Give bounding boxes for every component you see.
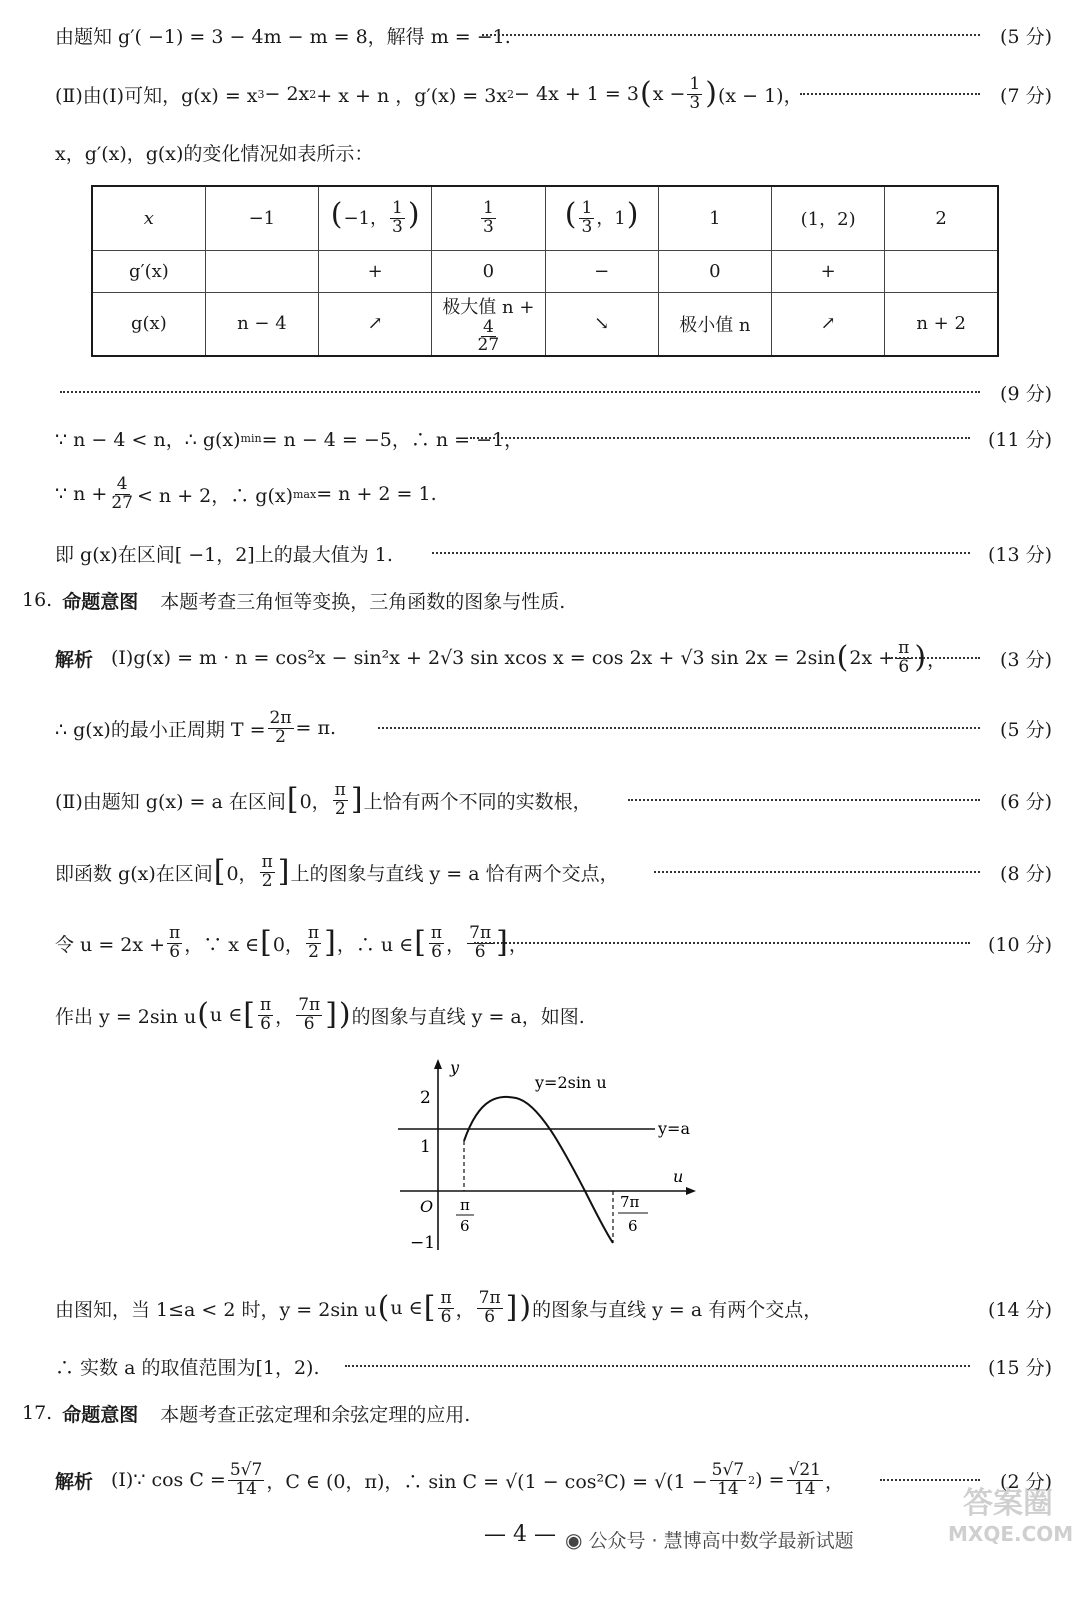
line-2 [0,74,1080,114]
line-7-text: 即 g(x)在区间[ −1，2]上的最大值为 1. [55,543,393,566]
dot-leader [470,437,970,439]
line-10-text: ∴ g(x)的最小正周期 T = $\frac{2\pi}{2}$ = π. [55,707,337,747]
line-11-text: (Ⅱ)由题知 g(x) = a 在区间 [ 0， $\frac{\pi}{2}$ ] 上恰有两个不同的实数根， [55,779,592,819]
variation-table [91,185,999,357]
origin-label: O [420,1197,434,1216]
page-number: — 4 — [484,1522,556,1547]
dot-leader [628,799,980,801]
line-5-text: ∵ n − 4 < n，∴ g(x) min = n − 4 = −5，∴ n = −1， [55,428,524,451]
section-text: 本题考查三角恒等变换，三角函数的图象与性质. [160,590,566,613]
line-18 [0,1460,1080,1500]
score: (5 分) [1000,25,1052,48]
score: (11 分) [987,428,1052,451]
line-6 [0,474,1080,514]
dot-leader [654,871,980,873]
table-cell: x [92,186,205,250]
section-label: 命题意图 [62,1403,139,1426]
dot-leader [345,1365,970,1367]
section-number: 17. [22,1402,53,1424]
line-13 [0,923,1080,963]
line-12 [0,852,1080,892]
section-16-heading [0,580,1080,620]
table-cell: + [772,250,885,292]
fraction: $\frac{1}{3}$ [689,73,701,113]
table-cell: 2 [885,186,998,250]
line-7 [0,533,1080,573]
tick-u-pi6-num: π [460,1196,470,1214]
dot-leader [888,657,980,659]
line-15-text: 由图知，当 1≤a < 2 时，y = 2sin u ( u ∈ [ $\frac{\pi}{6}$ ， $\frac{7\pi}{6}$ ] ) 的图象与直线 y = a 有两个交点， [55,1287,823,1327]
table-cell: − [545,250,658,292]
table-cell: (1，2) [772,186,885,250]
table-cell: 0 [432,250,545,292]
line-15 [0,1288,1080,1328]
table-cell [205,250,318,292]
tick-y-1: 1 [420,1137,431,1157]
line-12-text: 即函数 g(x)在区间 [ 0， $\frac{\pi}{2}$ ] 上的图象与直线 y = a 恰有两个交点， [55,851,619,891]
u-axis-arrow-icon [686,1187,696,1195]
table-cell: n − 4 [205,292,318,356]
table-cell: 极小值 n [658,292,771,356]
line-13-text: 令 u = 2x + $\frac{\pi}{6}$ ，∵ x ∈ [ 0， $\frac{\pi}{2}$ ] ，∴ u ∈ [ $\frac{\pi}{6}$ ， $\frac{7\pi}{6}$ ] ， [55,922,528,962]
decreasing-arrow-icon: ↘ [545,292,658,356]
u-axis-label: u [673,1167,684,1186]
line-14-text: 作出 y = 2sin u ( u ∈ [ $\frac{\pi}{6}$ ， $\frac{7\pi}{6}$ ] ) 的图象与直线 y = a，如图. [55,994,585,1034]
table-cell: 极大值 n + $\frac{4}{27}$ [432,292,545,356]
line-16 [0,1346,1080,1386]
line-14 [0,995,1080,1035]
increasing-arrow-icon: ↗ [772,292,885,356]
tick-y-2: 2 [420,1088,431,1108]
line-1 [0,15,1080,55]
line-5 [0,418,1080,458]
table-cell: 0 [658,250,771,292]
dot-leader [378,727,980,729]
table-cell: (−1， $\frac{1}{3}$ ) [319,186,432,250]
dot-leader [474,942,970,944]
y-axis-arrow-icon [434,1059,442,1069]
table-cell: g′(x) [92,250,205,292]
dot-leader [800,93,980,95]
score: (13 分) [987,543,1052,566]
table-cell: −1 [205,186,318,250]
table-cell: + [319,250,432,292]
table-row-gprime [92,250,998,292]
watermark-logo: 答案圈 MXQE.COM [948,1486,1074,1546]
tick-u-7pi6-den: 6 [628,1217,638,1235]
tick-u-pi6-den: 6 [460,1217,470,1235]
tick-y-neg1: −1 [410,1233,436,1253]
curve-label: y=2sin u [535,1073,607,1092]
dot-leader [482,34,980,36]
score: (15 分) [987,1356,1052,1379]
section-17-heading [0,1393,1080,1433]
sine-graph [390,1055,710,1255]
score: (3 分) [1000,648,1052,671]
line-6-text: ∵ n + $\frac{4}{27}$ < n + 2，∴ g(x) max = n + 2 = 1. [55,473,437,513]
score: (7 分) [1000,84,1052,107]
line-16-text: ∴ 实数 a 的取值范围为[1，2). [55,1356,320,1379]
y-axis-label: y [450,1058,460,1077]
table-row-g [92,292,998,356]
wechat-credit: ◉ 公众号 · 慧博高中数学最新试题 [565,1527,854,1552]
table-cell: n + 2 [885,292,998,356]
sine-curve [464,1097,613,1243]
section-number: 16. [22,589,53,611]
line-1-text: 由题知 g′( −1) = 3 − 4m − m = 8，解得 m = −1. [55,25,511,48]
line-10 [0,708,1080,748]
score: (2 分) [1000,1470,1052,1493]
line-9-text: 解析 (Ⅰ)g(x) = m · n = cos²x − sin²x + 2√3 sin xcos x = cos 2x + √3 sin 2x = 2sin ( 2x + $\frac{\pi}{6}$ ) ， [55,637,947,677]
increasing-arrow-icon: ↗ [319,292,432,356]
line-2-text: (Ⅱ)由(Ⅰ)可知，g(x) = x 3 − 2x 2 + x + n ，g′(x) = 3x 2 − 4x + 1 = 3 ( x − $\frac{1}{3}$ ) (x − 1)， [55,73,803,113]
wechat-icon: ◉ [565,1527,583,1552]
section-text: 本题考查正弦定理和余弦定理的应用. [160,1403,471,1426]
score: (14 分) [987,1298,1052,1321]
tick-u-7pi6-num: 7π [620,1193,640,1211]
score: (10 分) [987,933,1052,956]
line-label: y=a [658,1119,690,1138]
score: (5 分) [1000,718,1052,741]
table-cell: 1 [658,186,771,250]
section-label: 命题意图 [62,590,139,613]
dot-leader [432,552,970,554]
table-row-x [92,186,998,250]
line-18-text: 解析 (Ⅰ)∵ cos C = $\frac{5√7}{14}$ ，C ∈ (0，π)，∴ sin C = √(1 − cos²C) = √(1 − $\frac{5√7}{14}$ 2 ) = $\frac{√21}{14}$ ， [55,1459,844,1499]
line-11 [0,780,1080,820]
dot-leader [60,391,980,393]
page-footer [0,1522,1080,1558]
table-cell [885,250,998,292]
table-cell: $\frac{1}{3}$ [432,186,545,250]
line-9 [0,638,1080,678]
line-4 [0,372,1080,412]
score: (9 分) [1000,382,1052,405]
table-cell: g(x) [92,292,205,356]
score: (8 分) [1000,862,1052,885]
score: (6 分) [1000,790,1052,813]
line-3 [0,132,1080,172]
line-3-text: x，g′(x)，g(x)的变化情况如表所示： [55,142,374,165]
table-cell: ( $\frac{1}{3}$ ，1) [545,186,658,250]
